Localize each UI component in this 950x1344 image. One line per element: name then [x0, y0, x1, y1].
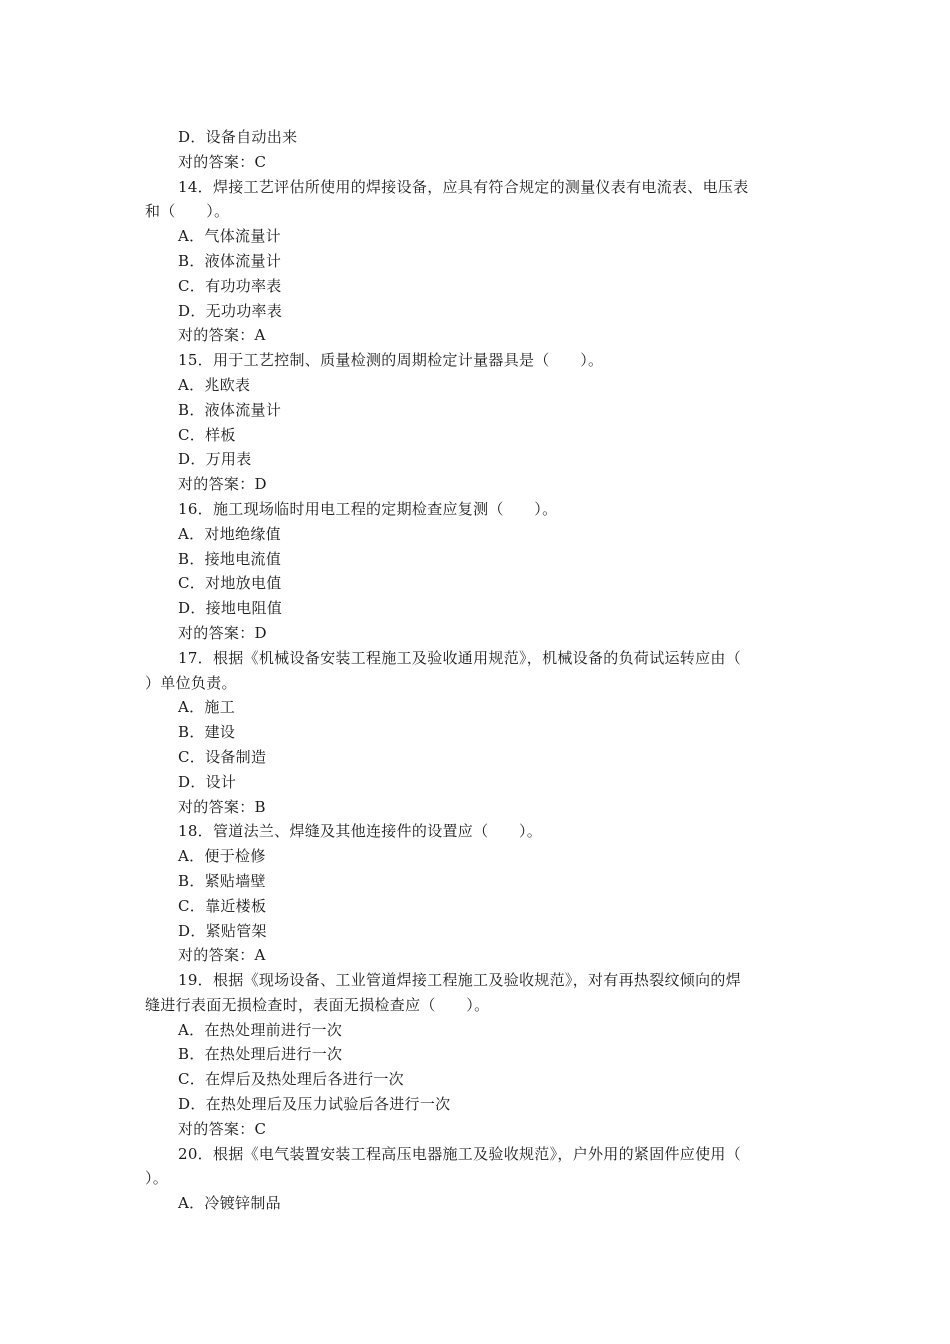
option-line: B．在热处理后进行一次: [178, 1045, 343, 1064]
option-line: A．便于检修: [178, 847, 266, 866]
answer-line: 对的答案：B: [178, 797, 266, 816]
option-line: D．设计: [178, 772, 237, 791]
option-line: A．在热处理前进行一次: [178, 1020, 343, 1039]
question-15-line-1: 15．用于工艺控制、质量检测的周期检定计量器具是（ ）。: [178, 351, 604, 370]
option-line: D．紧贴管架: [178, 921, 267, 940]
option-line: A．气体流量计: [178, 227, 281, 246]
option-line: C．样板: [178, 425, 236, 444]
option-line: C．对地放电值: [178, 574, 282, 593]
option-line: B．液体流量计: [178, 251, 282, 270]
question-17-line-2: ）单位负责。: [145, 673, 237, 692]
question-20-line-2: ）。: [145, 1169, 169, 1188]
option-line: B．接地电流值: [178, 549, 282, 568]
answer-line: 对的答案：A: [178, 946, 266, 965]
option-line: D．接地电阻值: [178, 599, 283, 618]
question-14-line-1: 14．焊接工艺评估所使用的焊接设备，应具有符合规定的测量仪表有电流表、电压表: [178, 177, 749, 196]
question-18-line-1: 18．管道法兰、焊缝及其他连接件的设置应（ ）。: [178, 822, 543, 841]
question-19-line-1: 19．根据《现场设备、工业管道焊接工程施工及验收规范》，对有再热裂纹倾向的焊: [178, 971, 741, 990]
option-line: C．有功功率表: [178, 276, 282, 295]
option-line: D．设备自动出来: [178, 128, 298, 146]
answer-line: 对的答案：D: [178, 623, 267, 642]
option-line: A．兆欧表: [178, 375, 251, 394]
option-line: D．万用表: [178, 450, 252, 469]
answer-line: 对的答案：C: [178, 1119, 267, 1138]
option-line: C．设备制造: [178, 747, 267, 766]
question-20-line-1: 20．根据《电气装置安装工程高压电器施工及验收规范》，户外用的紧固件应使用（: [178, 1144, 741, 1163]
option-line: B．液体流量计: [178, 400, 282, 419]
option-line: D．无功功率表: [178, 301, 283, 320]
option-line: C．靠近楼板: [178, 896, 267, 915]
option-line: A．对地绝缘值: [178, 524, 281, 543]
question-17-line-1: 17．根据《机械设备安装工程施工及验收通用规范》，机械设备的负荷试运转应由（: [178, 648, 741, 667]
option-line: D．在热处理后及压力试验后各进行一次: [178, 1095, 451, 1114]
answer-line: 对的答案：C: [178, 152, 267, 171]
answer-line: 对的答案：A: [178, 326, 266, 345]
question-16-line-1: 16．施工现场临时用电工程的定期检查应复测（ ）。: [178, 499, 558, 518]
answer-line: 对的答案：D: [178, 475, 267, 494]
option-line: B．紧贴墙壁: [178, 871, 266, 890]
question-14-line-2: 和（ ）。: [145, 202, 230, 221]
question-19-line-2: 缝进行表面无损检查时，表面无损检查应（ ）。: [145, 995, 490, 1014]
option-line: A．施工: [178, 698, 236, 717]
document-body: [145, 125, 800, 1216]
option-line: B．建设: [178, 723, 236, 742]
option-line: A．冷镀锌制品: [178, 1194, 281, 1213]
option-line: C．在焊后及热处理后各进行一次: [178, 1070, 404, 1089]
